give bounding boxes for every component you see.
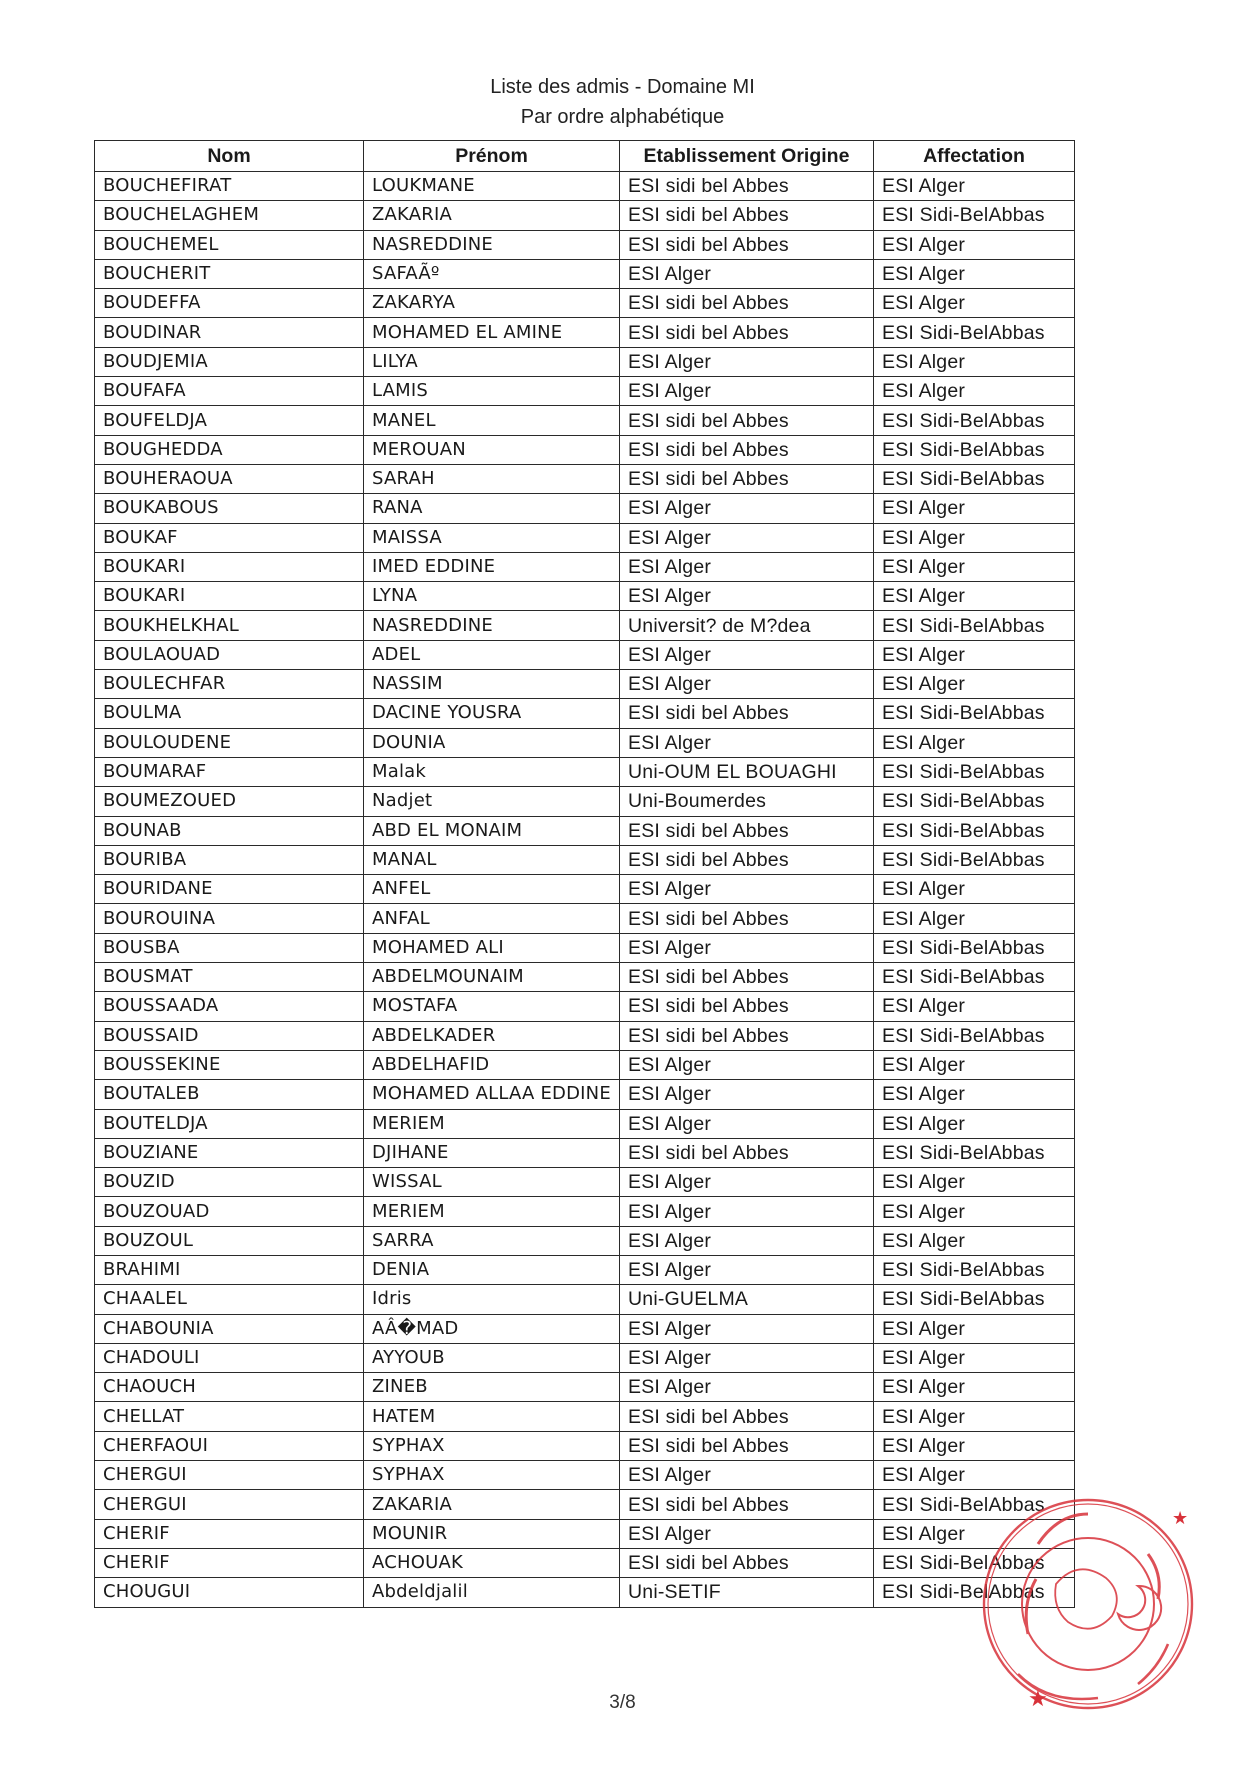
nom-cell: BOUFAFA (95, 377, 364, 406)
affectation-cell: ESI Alger (874, 494, 1075, 523)
table-row (95, 757, 1075, 786)
affectation-cell: ESI Sidi-BelAbbas (874, 318, 1075, 347)
affectation-cell: ESI Alger (874, 259, 1075, 288)
table-row (95, 464, 1075, 493)
nom-cell: CHABOUNIA (95, 1314, 364, 1343)
etablissement-cell: ESI Alger (620, 1373, 874, 1402)
affectation-cell: ESI Sidi-BelAbbas (874, 611, 1075, 640)
affectation-cell: ESI Sidi-BelAbbas (874, 1021, 1075, 1050)
table-row (95, 992, 1075, 1021)
affectation-cell: ESI Sidi-BelAbbas (874, 845, 1075, 874)
table-row (95, 1490, 1075, 1519)
prenom-cell: SYPHAX (364, 1461, 620, 1490)
table-row (95, 230, 1075, 259)
table-row (95, 875, 1075, 904)
table-row (95, 816, 1075, 845)
etablissement-cell: ESI sidi bel Abbes (620, 992, 874, 1021)
table-row (95, 347, 1075, 376)
affectation-cell: ESI Alger (874, 1314, 1075, 1343)
affectation-cell: ESI Alger (874, 875, 1075, 904)
prenom-cell: RANA (364, 494, 620, 523)
table-body (95, 172, 1075, 1608)
affectation-cell: ESI Alger (874, 552, 1075, 581)
prenom-cell: DJIHANE (364, 1138, 620, 1167)
prenom-cell: DACINE YOUSRA (364, 699, 620, 728)
etablissement-cell: ESI sidi bel Abbes (620, 406, 874, 435)
nom-cell: CHOUGUI (95, 1578, 364, 1607)
prenom-cell: AÂ�MAD (364, 1314, 620, 1343)
prenom-cell: Nadjet (364, 787, 620, 816)
affectation-cell: ESI Sidi-BelAbbas (874, 933, 1075, 962)
affectation-cell: ESI Alger (874, 1343, 1075, 1372)
etablissement-cell: ESI Alger (620, 1197, 874, 1226)
table-row (95, 523, 1075, 552)
prenom-cell: Idris (364, 1285, 620, 1314)
table-row (95, 1138, 1075, 1167)
table-row (95, 377, 1075, 406)
nom-cell: BOULECHFAR (95, 670, 364, 699)
nom-cell: BOUZIANE (95, 1138, 364, 1167)
prenom-cell: LOUKMANE (364, 172, 620, 201)
etablissement-cell: ESI Alger (620, 1461, 874, 1490)
nom-cell: BOUZOUL (95, 1226, 364, 1255)
etablissement-cell: ESI sidi bel Abbes (620, 289, 874, 318)
etablissement-cell: ESI sidi bel Abbes (620, 464, 874, 493)
etablissement-cell: ESI Alger (620, 1255, 874, 1284)
affectation-cell: ESI Alger (874, 1168, 1075, 1197)
etablissement-cell: ESI sidi bel Abbes (620, 699, 874, 728)
etablissement-cell: ESI Alger (620, 259, 874, 288)
prenom-cell: ABDELHAFID (364, 1050, 620, 1079)
prenom-cell: SAFAÃº (364, 259, 620, 288)
prenom-cell: NASSIM (364, 670, 620, 699)
affectation-cell: ESI Sidi-BelAbbas (874, 1548, 1075, 1577)
prenom-cell: SYPHAX (364, 1431, 620, 1460)
etablissement-cell: ESI sidi bel Abbes (620, 904, 874, 933)
prenom-cell: MOUNIR (364, 1519, 620, 1548)
nom-cell: CHERIF (95, 1519, 364, 1548)
svg-text:★: ★ (1172, 1508, 1189, 1529)
table-row (95, 1343, 1075, 1372)
table-row (95, 728, 1075, 757)
prenom-cell: SARRA (364, 1226, 620, 1255)
nom-cell: BOUSBA (95, 933, 364, 962)
nom-cell: CHAALEL (95, 1285, 364, 1314)
nom-cell: BRAHIMI (95, 1255, 364, 1284)
etablissement-cell: ESI Alger (620, 875, 874, 904)
etablissement-cell: ESI Alger (620, 728, 874, 757)
table-row (95, 963, 1075, 992)
nom-cell: BOUCHEMEL (95, 230, 364, 259)
table-row (95, 318, 1075, 347)
prenom-cell: MOHAMED ALLAA EDDINE (364, 1080, 620, 1109)
etablissement-cell: ESI sidi bel Abbes (620, 1548, 874, 1577)
affectation-cell: ESI Alger (874, 582, 1075, 611)
etablissement-cell: Universit? de M?dea (620, 611, 874, 640)
prenom-cell: WISSAL (364, 1168, 620, 1197)
affectation-cell: ESI Sidi-BelAbbas (874, 435, 1075, 464)
nom-cell: BOUKAF (95, 523, 364, 552)
prenom-cell: LAMIS (364, 377, 620, 406)
table-row (95, 494, 1075, 523)
table-row (95, 1461, 1075, 1490)
nom-cell: CHERGUI (95, 1490, 364, 1519)
table-row (95, 406, 1075, 435)
nom-cell: BOUKARI (95, 552, 364, 581)
nom-cell: BOULAOUAD (95, 640, 364, 669)
affectation-cell: ESI Alger (874, 1050, 1075, 1079)
affectation-cell: ESI Sidi-BelAbbas (874, 1578, 1075, 1607)
prenom-cell: ZAKARIA (364, 201, 620, 230)
affectation-cell: ESI Sidi-BelAbbas (874, 816, 1075, 845)
table-row (95, 1080, 1075, 1109)
nom-cell: BOUSSAID (95, 1021, 364, 1050)
prenom-cell: ANFAL (364, 904, 620, 933)
table-row (95, 1548, 1075, 1577)
admitted-list-table (94, 140, 1075, 1608)
nom-cell: BOULOUDENE (95, 728, 364, 757)
prenom-cell: LYNA (364, 582, 620, 611)
affectation-cell: ESI Alger (874, 1080, 1075, 1109)
prenom-cell: ADEL (364, 640, 620, 669)
table-header-row (95, 141, 1075, 172)
nom-cell: BOUCHERIT (95, 259, 364, 288)
etablissement-cell: ESI sidi bel Abbes (620, 172, 874, 201)
prenom-cell: Malak (364, 757, 620, 786)
etablissement-cell: ESI sidi bel Abbes (620, 230, 874, 259)
prenom-cell: MOHAMED EL AMINE (364, 318, 620, 347)
prenom-cell: HATEM (364, 1402, 620, 1431)
nom-cell: BOURIDANE (95, 875, 364, 904)
etablissement-cell: ESI Alger (620, 377, 874, 406)
affectation-cell: ESI Alger (874, 289, 1075, 318)
table-row (95, 1285, 1075, 1314)
table-row (95, 1373, 1075, 1402)
prenom-cell: MERIEM (364, 1109, 620, 1138)
etablissement-cell: ESI sidi bel Abbes (620, 963, 874, 992)
etablissement-cell: ESI Alger (620, 1343, 874, 1372)
prenom-cell: ANFEL (364, 875, 620, 904)
affectation-cell: ESI Sidi-BelAbbas (874, 1285, 1075, 1314)
affectation-cell: ESI Alger (874, 992, 1075, 1021)
column-header-prenom: Prénom (364, 141, 620, 172)
table-row (95, 435, 1075, 464)
affectation-cell: ESI Alger (874, 1226, 1075, 1255)
etablissement-cell: ESI sidi bel Abbes (620, 1138, 874, 1167)
etablissement-cell: ESI sidi bel Abbes (620, 1402, 874, 1431)
etablissement-cell: ESI Alger (620, 582, 874, 611)
affectation-cell: ESI Alger (874, 1519, 1075, 1548)
nom-cell: BOUMEZOUED (95, 787, 364, 816)
etablissement-cell: ESI Alger (620, 494, 874, 523)
etablissement-cell: ESI Alger (620, 933, 874, 962)
affectation-cell: ESI Alger (874, 1431, 1075, 1460)
etablissement-cell: ESI sidi bel Abbes (620, 435, 874, 464)
table-row (95, 1226, 1075, 1255)
column-header-nom: Nom (95, 141, 364, 172)
nom-cell: BOUGHEDDA (95, 435, 364, 464)
prenom-cell: ZAKARIA (364, 1490, 620, 1519)
etablissement-cell: ESI Alger (620, 1519, 874, 1548)
prenom-cell: DOUNIA (364, 728, 620, 757)
table-row (95, 1519, 1075, 1548)
etablissement-cell: ESI Alger (620, 1050, 874, 1079)
affectation-cell: ESI Alger (874, 377, 1075, 406)
affectation-cell: ESI Alger (874, 523, 1075, 552)
etablissement-cell: Uni-SETIF (620, 1578, 874, 1607)
affectation-cell: ESI Alger (874, 172, 1075, 201)
nom-cell: BOUKHELKHAL (95, 611, 364, 640)
nom-cell: BOUSMAT (95, 963, 364, 992)
etablissement-cell: ESI sidi bel Abbes (620, 201, 874, 230)
prenom-cell: ZAKARYA (364, 289, 620, 318)
column-header-affectation: Affectation (874, 141, 1075, 172)
affectation-cell: ESI Alger (874, 1197, 1075, 1226)
nom-cell: BOUROUINA (95, 904, 364, 933)
nom-cell: BOUFELDJA (95, 406, 364, 435)
prenom-cell: SARAH (364, 464, 620, 493)
prenom-cell: MEROUAN (364, 435, 620, 464)
etablissement-cell: ESI sidi bel Abbes (620, 1431, 874, 1460)
page-number: 3/8 (609, 1692, 636, 1713)
table-row (95, 699, 1075, 728)
prenom-cell: NASREDDINE (364, 230, 620, 259)
affectation-cell: ESI Alger (874, 1461, 1075, 1490)
nom-cell: BOUHERAOUA (95, 464, 364, 493)
column-header-etablissement: Etablissement Origine (620, 141, 874, 172)
affectation-cell: ESI Sidi-BelAbbas (874, 201, 1075, 230)
etablissement-cell: Uni-GUELMA (620, 1285, 874, 1314)
nom-cell: CHERIF (95, 1548, 364, 1577)
nom-cell: BOUCHELAGHEM (95, 201, 364, 230)
table-row (95, 172, 1075, 201)
affectation-cell: ESI Alger (874, 347, 1075, 376)
table-row (95, 904, 1075, 933)
nom-cell: BOUNAB (95, 816, 364, 845)
etablissement-cell: ESI Alger (620, 347, 874, 376)
etablissement-cell: ESI sidi bel Abbes (620, 845, 874, 874)
affectation-cell: ESI Alger (874, 728, 1075, 757)
nom-cell: BOUDEFFA (95, 289, 364, 318)
affectation-cell: ESI Sidi-BelAbbas (874, 1255, 1075, 1284)
prenom-cell: MOSTAFA (364, 992, 620, 1021)
prenom-cell: MOHAMED ALI (364, 933, 620, 962)
affectation-cell: ESI Sidi-BelAbbas (874, 1490, 1075, 1519)
table-row (95, 1197, 1075, 1226)
etablissement-cell: ESI Alger (620, 1168, 874, 1197)
nom-cell: BOUSSAADA (95, 992, 364, 1021)
nom-cell: CHAOUCH (95, 1373, 364, 1402)
nom-cell: BOURIBA (95, 845, 364, 874)
prenom-cell: ZINEB (364, 1373, 620, 1402)
document-title: Liste des admis - Domaine MI (490, 76, 755, 98)
etablissement-cell: ESI Alger (620, 552, 874, 581)
etablissement-cell: ESI Alger (620, 640, 874, 669)
affectation-cell: ESI Sidi-BelAbbas (874, 963, 1075, 992)
table-row (95, 845, 1075, 874)
prenom-cell: LILYA (364, 347, 620, 376)
etablissement-cell: ESI Alger (620, 1226, 874, 1255)
nom-cell: BOUTALEB (95, 1080, 364, 1109)
prenom-cell: DENIA (364, 1255, 620, 1284)
etablissement-cell: Uni-Boumerdes (620, 787, 874, 816)
table-row (95, 1255, 1075, 1284)
table-row (95, 933, 1075, 962)
affectation-cell: ESI Alger (874, 1402, 1075, 1431)
table-row (95, 787, 1075, 816)
table-row (95, 1109, 1075, 1138)
table-row (95, 1050, 1075, 1079)
etablissement-cell: ESI Alger (620, 1314, 874, 1343)
table-row (95, 259, 1075, 288)
nom-cell: BOUKARI (95, 582, 364, 611)
affectation-cell: ESI Sidi-BelAbbas (874, 699, 1075, 728)
official-seal-stamp (968, 1484, 1208, 1724)
affectation-cell: ESI Alger (874, 640, 1075, 669)
affectation-cell: ESI Sidi-BelAbbas (874, 464, 1075, 493)
nom-cell: BOUTELDJA (95, 1109, 364, 1138)
etablissement-cell: ESI sidi bel Abbes (620, 816, 874, 845)
prenom-cell: MERIEM (364, 1197, 620, 1226)
etablissement-cell: ESI Alger (620, 1109, 874, 1138)
table-row (95, 582, 1075, 611)
nom-cell: BOUMARAF (95, 757, 364, 786)
nom-cell: CHELLAT (95, 1402, 364, 1431)
table-row (95, 670, 1075, 699)
affectation-cell: ESI Alger (874, 670, 1075, 699)
etablissement-cell: ESI Alger (620, 523, 874, 552)
etablissement-cell: Uni-OUM EL BOUAGHI (620, 757, 874, 786)
table-row (95, 1021, 1075, 1050)
affectation-cell: ESI Alger (874, 1373, 1075, 1402)
table-row (95, 1314, 1075, 1343)
nom-cell: BOUDINAR (95, 318, 364, 347)
affectation-cell: ESI Sidi-BelAbbas (874, 1138, 1075, 1167)
prenom-cell: MANEL (364, 406, 620, 435)
table-row (95, 552, 1075, 581)
prenom-cell: ABD EL MONAIM (364, 816, 620, 845)
affectation-cell: ESI Sidi-BelAbbas (874, 757, 1075, 786)
table-row (95, 611, 1075, 640)
table-row (95, 201, 1075, 230)
nom-cell: BOUZOUAD (95, 1197, 364, 1226)
affectation-cell: ESI Alger (874, 904, 1075, 933)
prenom-cell: ABDELMOUNAIM (364, 963, 620, 992)
affectation-cell: ESI Alger (874, 230, 1075, 259)
prenom-cell: ABDELKADER (364, 1021, 620, 1050)
nom-cell: BOUZID (95, 1168, 364, 1197)
table-row (95, 1431, 1075, 1460)
table-row (95, 289, 1075, 318)
etablissement-cell: ESI sidi bel Abbes (620, 1021, 874, 1050)
affectation-cell: ESI Alger (874, 1109, 1075, 1138)
etablissement-cell: ESI sidi bel Abbes (620, 318, 874, 347)
prenom-cell: Abdeldjalil (364, 1578, 620, 1607)
etablissement-cell: ESI Alger (620, 1080, 874, 1109)
table-row (95, 1168, 1075, 1197)
nom-cell: BOUKABOUS (95, 494, 364, 523)
nom-cell: CHERFAOUI (95, 1431, 364, 1460)
nom-cell: BOULMA (95, 699, 364, 728)
nom-cell: BOUCHEFIRAT (95, 172, 364, 201)
nom-cell: BOUDJEMIA (95, 347, 364, 376)
prenom-cell: IMED EDDINE (364, 552, 620, 581)
nom-cell: CHERGUI (95, 1461, 364, 1490)
etablissement-cell: ESI sidi bel Abbes (620, 1490, 874, 1519)
nom-cell: BOUSSEKINE (95, 1050, 364, 1079)
affectation-cell: ESI Sidi-BelAbbas (874, 787, 1075, 816)
svg-text:★: ★ (1028, 1687, 1048, 1712)
prenom-cell: ACHOUAK (364, 1548, 620, 1577)
affectation-cell: ESI Sidi-BelAbbas (874, 406, 1075, 435)
nom-cell: CHADOULI (95, 1343, 364, 1372)
table-row (95, 640, 1075, 669)
prenom-cell: AYYOUB (364, 1343, 620, 1372)
prenom-cell: MAISSA (364, 523, 620, 552)
table-row (95, 1578, 1075, 1607)
prenom-cell: NASREDDINE (364, 611, 620, 640)
document-subtitle: Par ordre alphabétique (520, 106, 725, 128)
prenom-cell: MANAL (364, 845, 620, 874)
table-row (95, 1402, 1075, 1431)
etablissement-cell: ESI Alger (620, 670, 874, 699)
